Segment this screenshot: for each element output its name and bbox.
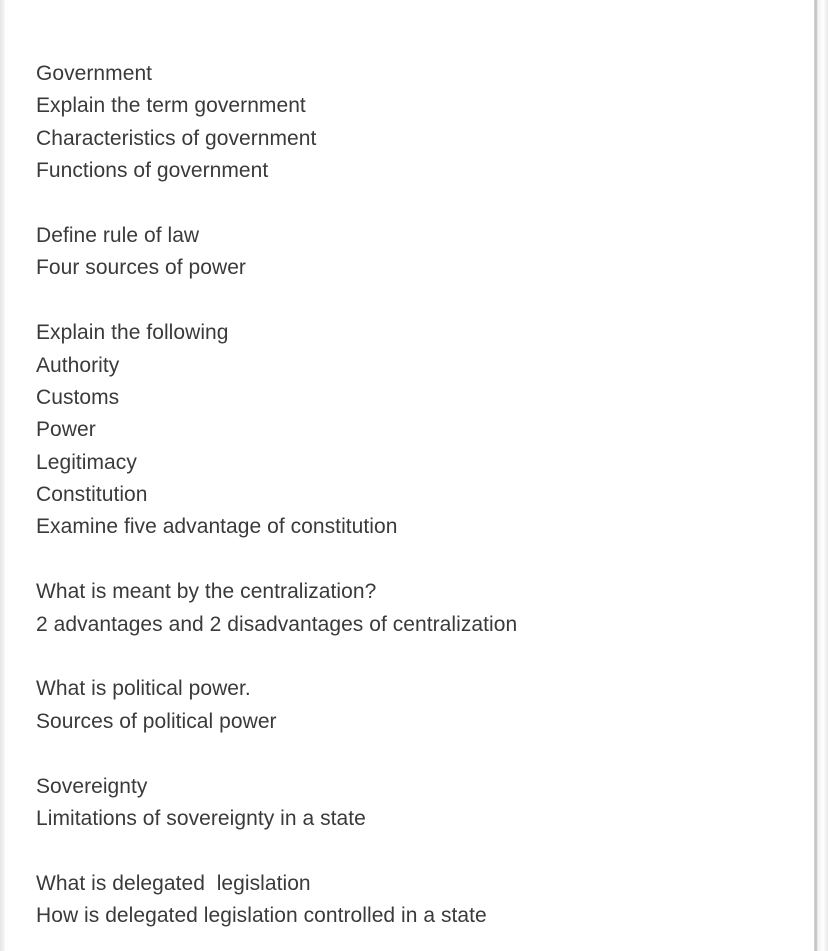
note-section-rule-of-law: [36, 220, 806, 285]
note-line: Explain the following: [36, 321, 229, 345]
note-line: Functions of government: [36, 159, 269, 183]
note-section-explain-following: [36, 317, 806, 544]
note-line: Define rule of law: [36, 223, 200, 247]
blank-line: [36, 285, 806, 317]
blank-line: [36, 641, 806, 673]
note-line: Examine five advantage of constitution: [36, 515, 398, 539]
note-line: Characteristics of government: [36, 126, 317, 150]
note-line: Four sources of power: [36, 256, 246, 280]
note-section-delegated-legislation: [36, 868, 806, 933]
note-line: What is political power.: [36, 677, 251, 701]
note-line: Constitution: [36, 483, 148, 507]
note-line: How is delegated legislation controlled in a state: [36, 904, 487, 928]
note-line: Customs: [36, 385, 120, 409]
note-section-government: [36, 58, 806, 188]
note-line: Legitimacy: [36, 450, 137, 474]
note-body[interactable]: [36, 58, 806, 933]
note-line: Power: [36, 418, 96, 442]
note-section-centralization: [36, 576, 806, 641]
note-line: Sources of political power: [36, 709, 277, 733]
note-line: Government: [36, 62, 153, 85]
note-line: What is meant by the centralization?: [36, 580, 377, 604]
note-line: What is delegated legislation: [36, 871, 311, 895]
note-line: Sovereignty: [36, 774, 148, 798]
window-left-edge: [0, 0, 5, 951]
blank-line: [36, 835, 806, 867]
note-line: Explain the term government: [36, 94, 306, 118]
window-right-edge: [814, 0, 828, 951]
note-line: 2 advantages and 2 disadvantages of centralization: [36, 612, 518, 636]
note-section-political-power: [36, 673, 806, 738]
note-line: Limitations of sovereignty in a state: [36, 806, 366, 830]
blank-line: [36, 188, 806, 220]
blank-line: [36, 544, 806, 576]
note-section-sovereignty: [36, 771, 806, 836]
note-line: Authority: [36, 353, 120, 377]
blank-line: [36, 738, 806, 770]
